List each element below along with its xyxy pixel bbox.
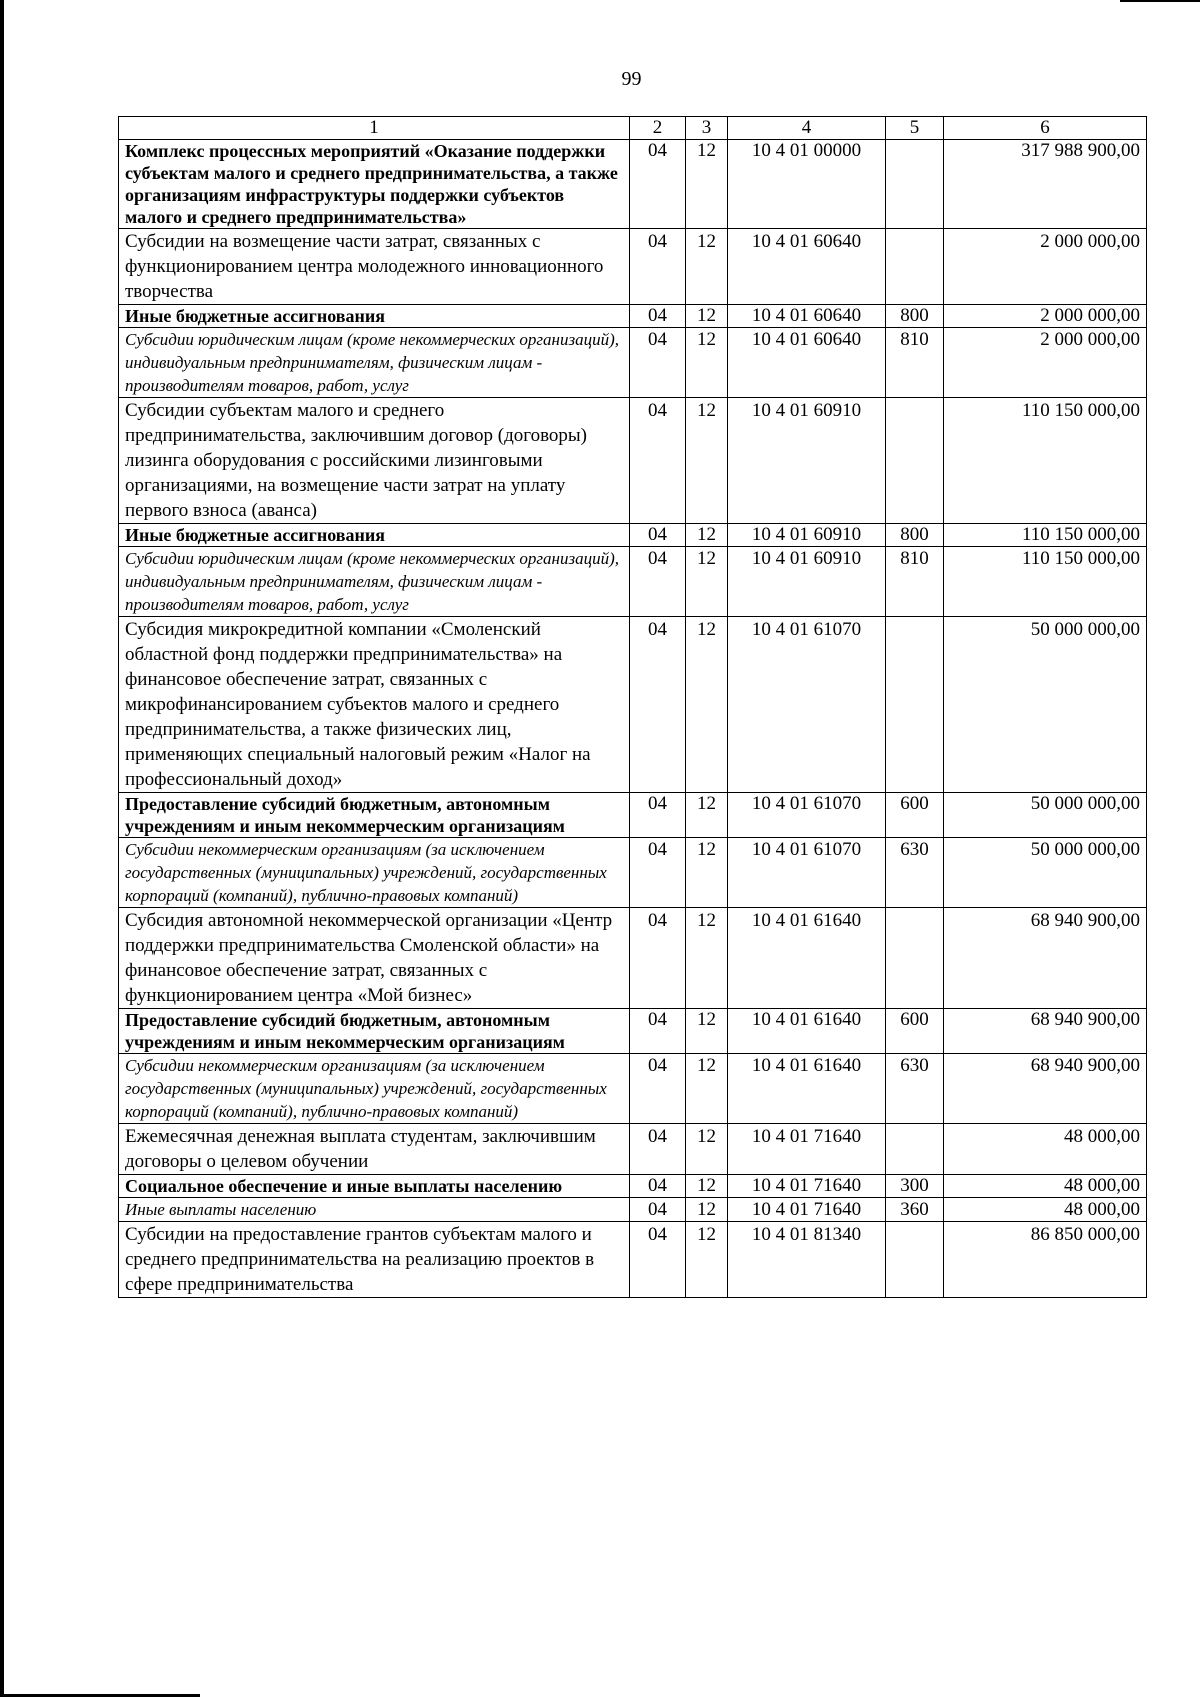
target-article-cell: 10 4 01 71640 xyxy=(728,1175,886,1198)
target-article-cell: 10 4 01 60910 xyxy=(728,398,886,524)
table-row xyxy=(119,1124,1147,1175)
scan-edge-left xyxy=(0,0,4,1697)
target-article-cell: 10 4 01 81340 xyxy=(728,1222,886,1298)
row-name-cell: Субсидии некоммерческим организациям (за исключением государственных (муниципальных) учреждений, государственных корпораций (компаний), публично-правовых компаний) xyxy=(119,838,630,908)
subsection-code-cell: 12 xyxy=(686,617,728,793)
row-name-cell: Ежемесячная денежная выплата студентам, заключившим договоры о целевом обучении xyxy=(119,1124,630,1175)
amount-cell: 2 000 000,00 xyxy=(944,328,1147,398)
section-code-cell: 04 xyxy=(630,617,686,793)
table-row xyxy=(119,305,1147,328)
subsection-code-cell: 12 xyxy=(686,305,728,328)
expense-type-cell xyxy=(886,398,944,524)
amount-cell: 48 000,00 xyxy=(944,1175,1147,1198)
table-row xyxy=(119,328,1147,398)
target-article-cell: 10 4 01 71640 xyxy=(728,1198,886,1222)
target-article-cell: 10 4 01 61070 xyxy=(728,793,886,838)
amount-cell: 317 988 900,00 xyxy=(944,140,1147,229)
section-code-cell: 04 xyxy=(630,1175,686,1198)
section-code-cell: 04 xyxy=(630,1222,686,1298)
section-code-cell: 04 xyxy=(630,305,686,328)
row-name-cell: Предоставление субсидий бюджетным, автономным учреждениям и иным некоммерческим организациям xyxy=(119,793,630,838)
row-name-cell: Комплекс процессных мероприятий «Оказание поддержки субъектам малого и среднего предпринимательства, а также организациям инфраструктуры поддержки субъектов малого и среднего предпринимательства» xyxy=(119,140,630,229)
section-code-cell: 04 xyxy=(630,398,686,524)
table-row xyxy=(119,1009,1147,1054)
expense-type-cell xyxy=(886,1124,944,1175)
column-header: 5 xyxy=(886,117,944,140)
subsection-code-cell: 12 xyxy=(686,1175,728,1198)
amount-cell: 48 000,00 xyxy=(944,1198,1147,1222)
amount-cell: 50 000 000,00 xyxy=(944,617,1147,793)
section-code-cell: 04 xyxy=(630,524,686,547)
section-code-cell: 04 xyxy=(630,1124,686,1175)
row-name-cell: Иные выплаты населению xyxy=(119,1198,630,1222)
amount-cell: 50 000 000,00 xyxy=(944,838,1147,908)
expense-type-cell: 630 xyxy=(886,1054,944,1124)
target-article-cell: 10 4 01 60910 xyxy=(728,524,886,547)
row-name-cell: Социальное обеспечение и иные выплаты населению xyxy=(119,1175,630,1198)
expense-type-cell: 810 xyxy=(886,328,944,398)
expense-type-cell: 360 xyxy=(886,1198,944,1222)
amount-cell: 110 150 000,00 xyxy=(944,547,1147,617)
target-article-cell: 10 4 01 60640 xyxy=(728,229,886,305)
page-number: 99 xyxy=(621,68,642,90)
subsection-code-cell: 12 xyxy=(686,328,728,398)
amount-cell: 110 150 000,00 xyxy=(944,398,1147,524)
expense-type-cell: 800 xyxy=(886,524,944,547)
budget-table xyxy=(118,116,1147,1298)
expense-type-cell xyxy=(886,229,944,305)
subsection-code-cell: 12 xyxy=(686,838,728,908)
expense-type-cell: 630 xyxy=(886,838,944,908)
amount-cell: 2 000 000,00 xyxy=(944,305,1147,328)
target-article-cell: 10 4 01 61070 xyxy=(728,838,886,908)
target-article-cell: 10 4 01 61640 xyxy=(728,1009,886,1054)
target-article-cell: 10 4 01 61070 xyxy=(728,617,886,793)
table-row xyxy=(119,1198,1147,1222)
amount-cell: 48 000,00 xyxy=(944,1124,1147,1175)
subsection-code-cell: 12 xyxy=(686,1124,728,1175)
row-name-cell: Субсидии на возмещение части затрат, связанных с функционированием центра молодежного инновационного творчества xyxy=(119,229,630,305)
section-code-cell: 04 xyxy=(630,328,686,398)
row-name-cell: Иные бюджетные ассигнования xyxy=(119,524,630,547)
row-name-cell: Субсидии юридическим лицам (кроме некоммерческих организаций), индивидуальным предпринимателям, физическим лицам - производителям товаров, работ, услуг xyxy=(119,547,630,617)
row-name-cell: Субсидии субъектам малого и среднего предпринимательства, заключившим договор (договоры) лизинга оборудования с российскими лизинговыми организациями, на возмещение части затрат на уплату первого взноса (аванса) xyxy=(119,398,630,524)
expense-type-cell: 300 xyxy=(886,1175,944,1198)
target-article-cell: 10 4 01 71640 xyxy=(728,1124,886,1175)
target-article-cell: 10 4 01 60910 xyxy=(728,547,886,617)
amount-cell: 68 940 900,00 xyxy=(944,908,1147,1009)
subsection-code-cell: 12 xyxy=(686,398,728,524)
target-article-cell: 10 4 01 00000 xyxy=(728,140,886,229)
subsection-code-cell: 12 xyxy=(686,1054,728,1124)
subsection-code-cell: 12 xyxy=(686,547,728,617)
column-header: 4 xyxy=(728,117,886,140)
section-code-cell: 04 xyxy=(630,908,686,1009)
target-article-cell: 10 4 01 61640 xyxy=(728,908,886,1009)
expense-type-cell xyxy=(886,1222,944,1298)
table-row xyxy=(119,617,1147,793)
column-header: 6 xyxy=(944,117,1147,140)
row-name-cell: Субсидии на предоставление грантов субъектам малого и среднего предпринимательства на реализацию проектов в сфере предпринимательства xyxy=(119,1222,630,1298)
row-name-cell: Субсидии некоммерческим организациям (за исключением государственных (муниципальных) учреждений, государственных корпораций (компаний), публично-правовых компаний) xyxy=(119,1054,630,1124)
table-row xyxy=(119,229,1147,305)
section-code-cell: 04 xyxy=(630,140,686,229)
column-header: 2 xyxy=(630,117,686,140)
row-name-cell: Иные бюджетные ассигнования xyxy=(119,305,630,328)
table-row xyxy=(119,908,1147,1009)
scan-edge-top xyxy=(1120,0,1200,2)
section-code-cell: 04 xyxy=(630,1009,686,1054)
expense-type-cell: 810 xyxy=(886,547,944,617)
row-name-cell: Субсидия микрокредитной компании «Смоленский областной фонд поддержки предпринимательства» на финансовое обеспечение затрат, связанных с микрофинансированием субъектов малого и среднего предпринимательства, а также физических лиц, применяющих специальный налоговый режим «Налог на профессиональный доход» xyxy=(119,617,630,793)
subsection-code-cell: 12 xyxy=(686,140,728,229)
target-article-cell: 10 4 01 60640 xyxy=(728,305,886,328)
table-header-row xyxy=(119,117,1147,140)
target-article-cell: 10 4 01 60640 xyxy=(728,328,886,398)
table-row xyxy=(119,793,1147,838)
amount-cell: 68 940 900,00 xyxy=(944,1009,1147,1054)
column-header: 1 xyxy=(119,117,630,140)
expense-type-cell: 600 xyxy=(886,793,944,838)
table-row xyxy=(119,547,1147,617)
section-code-cell: 04 xyxy=(630,547,686,617)
target-article-cell: 10 4 01 61640 xyxy=(728,1054,886,1124)
table-row xyxy=(119,1175,1147,1198)
section-code-cell: 04 xyxy=(630,838,686,908)
row-name-cell: Предоставление субсидий бюджетным, автономным учреждениям и иным некоммерческим организациям xyxy=(119,1009,630,1054)
subsection-code-cell: 12 xyxy=(686,229,728,305)
amount-cell: 110 150 000,00 xyxy=(944,524,1147,547)
section-code-cell: 04 xyxy=(630,793,686,838)
section-code-cell: 04 xyxy=(630,229,686,305)
subsection-code-cell: 12 xyxy=(686,793,728,838)
row-name-cell: Субсидия автономной некоммерческой организации «Центр поддержки предпринимательства Смоленской области» на финансовое обеспечение затрат, связанных с функционированием центра «Мой бизнес» xyxy=(119,908,630,1009)
expense-type-cell: 600 xyxy=(886,1009,944,1054)
column-header: 3 xyxy=(686,117,728,140)
table-row xyxy=(119,524,1147,547)
table-row xyxy=(119,398,1147,524)
amount-cell: 68 940 900,00 xyxy=(944,1054,1147,1124)
section-code-cell: 04 xyxy=(630,1054,686,1124)
expense-type-cell: 800 xyxy=(886,305,944,328)
expense-type-cell xyxy=(886,617,944,793)
table-row xyxy=(119,140,1147,229)
table-row xyxy=(119,1222,1147,1298)
amount-cell: 86 850 000,00 xyxy=(944,1222,1147,1298)
subsection-code-cell: 12 xyxy=(686,524,728,547)
subsection-code-cell: 12 xyxy=(686,1009,728,1054)
subsection-code-cell: 12 xyxy=(686,1222,728,1298)
amount-cell: 2 000 000,00 xyxy=(944,229,1147,305)
subsection-code-cell: 12 xyxy=(686,1198,728,1222)
subsection-code-cell: 12 xyxy=(686,908,728,1009)
expense-type-cell xyxy=(886,908,944,1009)
table-row xyxy=(119,1054,1147,1124)
table-row xyxy=(119,838,1147,908)
expense-type-cell xyxy=(886,140,944,229)
amount-cell: 50 000 000,00 xyxy=(944,793,1147,838)
section-code-cell: 04 xyxy=(630,1198,686,1222)
row-name-cell: Субсидии юридическим лицам (кроме некоммерческих организаций), индивидуальным предпринимателям, физическим лицам - производителям товаров, работ, услуг xyxy=(119,328,630,398)
